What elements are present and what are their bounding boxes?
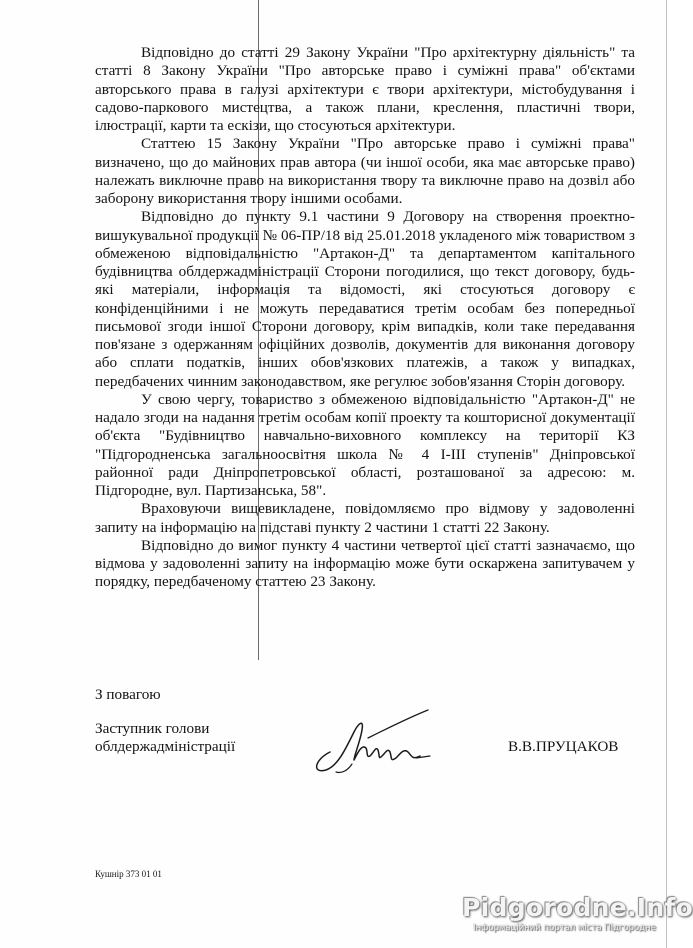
paragraph-contract-confidentiality: Відповідно до пункту 9.1 частини 9 Договору на створення проектно-вишукувальної продукції № 06-ПР/18 від 25.01.2018 укладеного між товариством з обмеженою відповідальністю "Артакон-Д" та департаментом капітального будівництва облдержадміністрації Сторони погодилися, що текст договору, будь-які матеріали, інформація та відомості, які стосуються договору є конфіденційними і не можуть передаватися третім особам без попередньої письмової згоди іншої Сторони договору, крім випадків, коли таке передавання пов'язане з одержанням офіційних дозволів, документів для виконання договору або сплати податків, інших обов'язкових платежів, а також у випадках, передбачених чинним законодавством, яке регулює зобов'язання Сторін договору. xyxy=(95,208,635,390)
site-watermark xyxy=(462,893,693,934)
paragraph-property-rights: Статтею 15 Закону України "Про авторське право і суміжні права" визначено, що до майнових прав автора (чи іншої особи, яка має авторське право) належать виключне право на використання твору та виключне право на дозвіл або заборону використання твору іншими особами. xyxy=(95,135,635,207)
handwritten-signature xyxy=(308,708,438,778)
paragraph-no-consent: У свою чергу, товариство з обмеженою відповідальністю "Артакон-Д" не надало згоди на надання третім особам копії проекту та кошторисної документації об'єкта "Будівництво навчально-виховного комплексу на території КЗ "Підгородненська загальноосвітня школа № 4 I-III ступенів" Дніпровської районної ради Дніпропетровської області, розташованої за адресою: м. Підгородне, вул. Партизанська, 58". xyxy=(95,390,635,499)
closing-phrase: З повагою xyxy=(95,686,161,703)
executor-code: Кушнір 373 01 01 xyxy=(95,869,162,879)
position-line-2: облдержадміністрації xyxy=(95,738,236,755)
scan-edge-line xyxy=(666,0,667,948)
paragraph-appeal: Відповідно до вимог пункту 4 частини четвертої цієї статті зазначаємо, що відмова у задоволенні запиту на інформацію може бути оскаржена запитувачем у порядку, передбаченому статтею 23 Закону. xyxy=(95,536,635,591)
watermark-title: Pidgorodne.Info xyxy=(462,893,693,922)
paragraph-copyright-architecture: Відповідно до статті 29 Закону України "Про архітектурну діяльність" та статті 8 Закону України "Про авторське право і суміжні права" об'єктами авторського права в галузі архітектури є твори архітектури, містобудування і садово-паркового мистецтва, а також плани, креслення, пластичні твори, ілюстрації, карти та ескізи, що стосуються архітектури. xyxy=(95,44,635,134)
watermark-subtitle: Інформаційний портал міста Підгородне xyxy=(473,923,656,933)
signer-name: В.В.ПРУЦАКОВ xyxy=(508,738,619,755)
signer-position xyxy=(95,720,235,756)
position-line-1: Заступник голови xyxy=(95,720,210,737)
paragraph-refusal: Враховуючи вищевикладене, повідомляємо про відмову у задоволенні запиту на інформацію на підставі пункту 2 частини 1 статті 22 Закону. xyxy=(95,500,635,536)
letter-body xyxy=(95,44,635,592)
